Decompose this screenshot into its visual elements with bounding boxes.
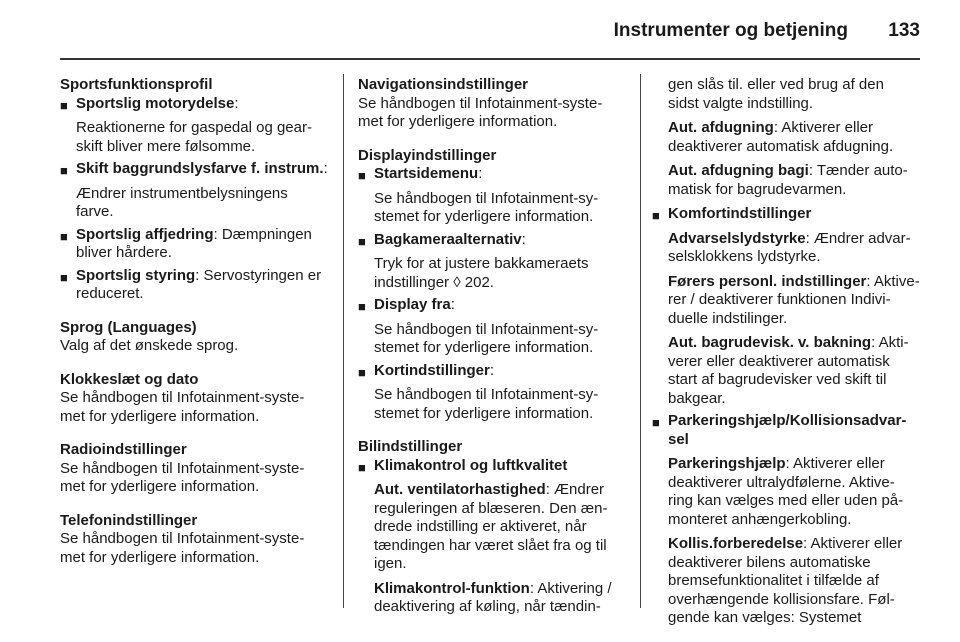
- item-text: : Aktiverer eller deaktiverer bilens automatiske bremsefunktionalitet i tilfælde af overhængende kollisionsfare. Føl- gende kan vælges: Systemet: [668, 535, 903, 626]
- section-display: [358, 147, 630, 424]
- item-term: Aut. afdugning bagi: [668, 162, 809, 179]
- list-item: [60, 267, 332, 304]
- bullet-icon: ■: [358, 233, 366, 249]
- item-term: Klimakontrol og luftkvalitet: [374, 456, 568, 474]
- item-text: :: [450, 296, 455, 313]
- section-text: Se håndbogen til Infotainment-syste- met for yderligere information.: [60, 459, 305, 495]
- bullet-icon: ■: [358, 459, 366, 475]
- section-heading: Radioindstillinger: [60, 441, 187, 458]
- list-item: [652, 205, 922, 408]
- item-text: : Dæmpningen bliver hårdere.: [76, 225, 312, 261]
- item-text: :: [323, 160, 328, 177]
- item-paragraph: [652, 119, 922, 156]
- item-text: :: [521, 230, 526, 248]
- section-heading: Displayindstillinger: [358, 146, 497, 164]
- bullet-icon: ■: [652, 208, 660, 223]
- bullet-icon: ■: [358, 299, 366, 314]
- section-sprog: [60, 319, 332, 356]
- section-navigation: [358, 76, 630, 132]
- item-text: : Aktivering / deaktivering af køling, når tændin-: [374, 579, 612, 615]
- item-paragraph: [668, 455, 922, 529]
- bullet-icon: ■: [60, 228, 68, 244]
- item-term: Kollis.forberedelse: [668, 535, 804, 552]
- item-text: : Servostyringen er reduceret.: [76, 266, 322, 302]
- item-text: : Aktiverer eller deaktiverer automatisk afdugning.: [668, 119, 894, 155]
- list-item: [358, 296, 630, 358]
- bullet-icon: ■: [60, 269, 68, 285]
- item-paragraph: Se håndbogen til Infotainment-sy- stemet for yderligere information.: [374, 386, 599, 422]
- section-radioindstillinger: [60, 441, 332, 497]
- item-text: :: [489, 361, 495, 379]
- item-paragraph: [668, 535, 922, 628]
- column-middle: [358, 76, 630, 632]
- list-item: [60, 226, 332, 263]
- item-paragraph: Reaktionerne for gaspedal og gear- skift bliver mere følsomme.: [76, 119, 312, 155]
- continued-text: gen slås til. eller ved brug af den sidst valgte indstilling.: [668, 76, 884, 112]
- item-text: :: [478, 165, 483, 182]
- column-divider: [343, 74, 344, 608]
- bullet-icon: ■: [60, 97, 68, 113]
- column-divider: [640, 74, 641, 608]
- section-heading: Navigationsindstillinger: [358, 76, 529, 93]
- item-term: Førers personl. indstillinger: [668, 272, 867, 290]
- item-term: Sportslig motorydelse: [76, 94, 235, 112]
- section-text: Se håndbogen til Infotainment-syste- met for yderligere information.: [60, 530, 305, 566]
- item-term: Aut. ventilatorhastighed: [374, 481, 546, 498]
- bullet-icon: ■: [60, 163, 68, 178]
- item-term: Aut. afdugning: [668, 119, 774, 136]
- item-term: Klimakontrol-funktion: [374, 579, 530, 597]
- section-text: Se håndbogen til Infotainment-syste- met for yderligere information.: [358, 94, 603, 130]
- item-term: Display fra: [374, 296, 451, 313]
- item-term: Sportslig styring: [76, 266, 196, 284]
- item-text: : Ændrer reguleringen af blæseren. Den æn- drede indstilling er aktiveret, når tændingen har været slået fra og til igen.: [374, 481, 608, 572]
- item-term: Parkeringshjælp: [668, 455, 786, 472]
- item-paragraph: Se håndbogen til Infotainment-sy- stemet for yderligere information.: [374, 320, 599, 356]
- item-paragraph: [668, 230, 922, 267]
- item-text: : Ændrer advar- selsklokkens lydstyrke.: [668, 229, 911, 265]
- section-heading: Sportsfunktionsprofil: [60, 76, 213, 93]
- section-text: Se håndbogen til Infotainment-syste- met for yderligere information.: [60, 389, 305, 425]
- item-term: Skift baggrundslysfarve f. instrum.: [76, 160, 324, 177]
- item-paragraph: [374, 481, 630, 574]
- item-paragraph: [652, 162, 922, 199]
- item-term: Advarselslydstyrke: [668, 229, 806, 247]
- section-heading: Sprog (Languages): [60, 318, 197, 336]
- item-paragraph: Se håndbogen til Infotainment-sy- stemet for yderligere information.: [374, 189, 599, 225]
- item-paragraph: [374, 580, 630, 617]
- column-right: [652, 76, 922, 632]
- item-paragraph: [668, 273, 922, 329]
- item-text: : Akti- verer eller deaktiverer automatisk start af bagrudevisker ved skift til bakgear.: [668, 334, 909, 407]
- column-left: [60, 76, 332, 582]
- bullet-icon: ■: [652, 415, 660, 430]
- section-heading: Bilindstillinger: [358, 438, 463, 455]
- item-term: Sportslig affjedring: [76, 225, 214, 243]
- section-heading: Klokkeslæt og dato: [60, 370, 199, 388]
- section-sportsfunktionsprofil: [60, 76, 332, 304]
- section-heading: Telefonindstillinger: [60, 511, 198, 529]
- section-text: Valg af det ønskede sprog.: [60, 337, 239, 354]
- bullet-icon: ■: [358, 168, 366, 183]
- item-term: Kortindstillinger: [374, 361, 490, 379]
- item-text: : Aktive- rer / deaktiverer funktionen Indivi- duelle indstilinger.: [668, 272, 920, 327]
- page-number: 133: [888, 20, 920, 41]
- item-text: : Aktiverer eller deaktiverer ultralydfølerne. Aktive- ring kan vælges med eller uden på- monteret anhængerkobling.: [668, 455, 904, 528]
- header-rule: [60, 58, 920, 60]
- section-klokkeslaet: [60, 371, 332, 427]
- list-item: [60, 160, 332, 222]
- item-term: Aut. bagrudevisk. v. bakning: [668, 334, 872, 351]
- item-paragraph: Tryk for at justere bakkameraets indstillinger ◊ 202.: [374, 255, 589, 291]
- item-text: : Tænder auto- matisk for bagrudevarmen.: [668, 162, 908, 198]
- item-text: :: [234, 94, 239, 112]
- list-item: [652, 412, 922, 628]
- item-paragraph: Ændrer instrumentbelysningens farve.: [76, 184, 288, 220]
- page-header-title: Instrumenter og betjening: [613, 20, 848, 41]
- item-term: Bagkameraalternativ: [374, 230, 522, 248]
- item-term: Startsidemenu: [374, 165, 479, 182]
- section-bilindstillinger: [358, 438, 630, 617]
- item-term: Komfortindstillinger: [668, 205, 812, 222]
- item-term: Parkeringshjælp/Kollisionsadvar- sel: [668, 412, 907, 448]
- bullet-icon: ■: [358, 364, 366, 380]
- list-item: [358, 362, 630, 424]
- list-item: [358, 165, 630, 227]
- list-item: [60, 95, 332, 157]
- list-item: [358, 231, 630, 293]
- list-item: [358, 457, 630, 617]
- item-paragraph: [668, 334, 922, 408]
- section-telefonindstillinger: [60, 512, 332, 568]
